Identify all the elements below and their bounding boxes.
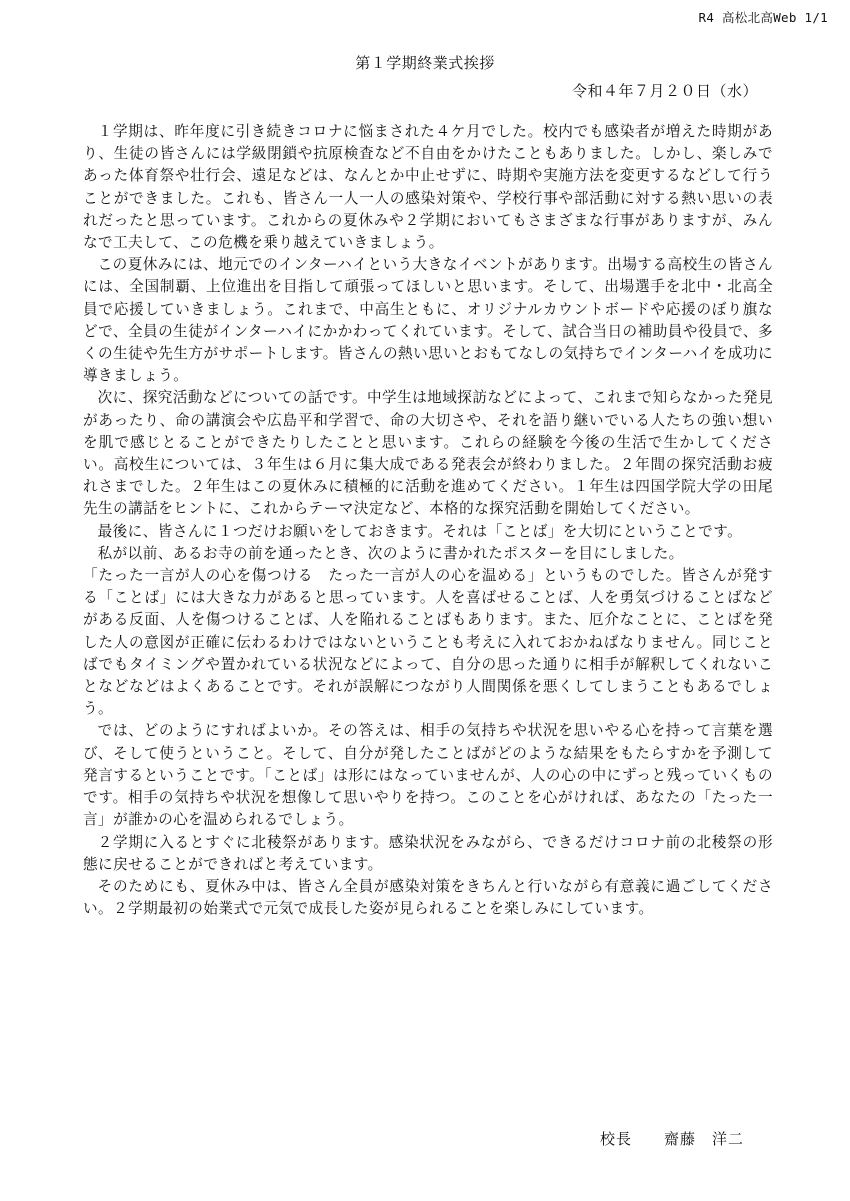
paragraph-inquiry-activities: 次に、探究活動などについての話です。中学生は地域探訪などによって、これまで知らなかった発見があったり、命の講演会や広島平和学習で、命の大切さや、それを語り継いでいる人たちの強い想いを肌で感じとることができたりしたことと思います。これらの経験を今後の生活で生かしてください。高校生については、３年生は６月に集大成である発表会が終わりました。２年間の探究活動お疲れさまでした。２年生はこの夏休みに積極的に活動を進めてください。１年生は四国学院大学の田尾先生の講話をヒントに、これからテーマ決定など、本格的な探究活動を開始してください。 [83,389,773,518]
document-date: 令和４年７月２０日（水） [571,82,758,100]
paragraph-inter-high: この夏休みには、地元でのインターハイという大きなイベントがあります。出場する高校生の皆さんには、全国制覇、上位進出を目指して頑張ってほしいと思います。そして、出場選手を北中・北高全員で応援していきましょう。これまで、中高生ともに、オリジナルカウントボードや応援のぼり旗などで、全員の生徒がインターハイにかかわってくれています。そして、試合当日の補助員や役員で、多くの生徒や先生方がサポートします。皆さんの熱い思いとおもてなしの気持ちでインターハイを成功に導きましょう。 [83,256,773,385]
page-reference: R4 高松北高Web 1/1 [698,10,828,25]
paragraph-how-to: では、どのようにすればよいか。その答えは、相手の気持ちや状況を思いやる心を持って言葉を選び、そして使うということ。そして、自分が発したことばがどのような結果をもたらすかを予測して発言するということです。「ことば」は形にはなっていませんが、人の心の中にずっと残っていくものです。相手の気持ちや状況を想像して思いやりを持つ。このことを心がければ、あなたの「たった一言」が誰かの心を温められるでしょう。 [83,722,773,829]
document-body [83,121,773,920]
paragraph-first-term-review: １学期は、昨年度に引き続きコロナに悩まされた４ケ月でした。校内でも感染者が増えた時期があり、生徒の皆さんには学級閉鎖や抗原検査など不自由をかけたこともありました。しかし、楽しみであった体育祭や壮行会、遠足などは、なんとか中止せずに、時期や実施方法を変更するなどして行うことができました。これも、皆さん一人一人の感染対策や、学校行事や部活動に対する熱い思いの表れだったと思っています。これからの夏休みや２学期においてもさまざまな行事がありますが、みんなで工夫して、この危機を乗り越えていきましょう。 [83,123,773,252]
paragraph-request: 最後に、皆さんに１つだけお願いをしておきます。それは「ことば」を大切にということです。 [97,522,743,540]
document-title: 第１学期終業式挨拶 [355,54,495,72]
paragraph-words-power: 「たった一言が人の心を傷つける たった一言が人の心を温める」というものでした。皆さんが発する「ことば」には大きな力があると思っています。人を喜ばせることば、人を勇気づけることばなどがある反面、人を傷つけることば、人を陥れることばもあります。また、厄介なことに、ことばを発した人の意図が正確に伝わるわけではないということも考えに入れておかねばなりません。同じことばでもタイミングや置かれている状況などによって、自分の思った通りに相手が解釈してくれないことなどなどはよくあることです。それが誤解につながり人間関係を悪くしてしまうこともあるでしょう。 [83,567,773,718]
paragraph-temple-poster: 私が以前、あるお寺の前を通ったとき、次のように書かれたポスターを目にしました。 [97,544,684,562]
paragraph-school-festival: ２学期に入るとすぐに北稜祭があります。感染状況をみながら、できるだけコロナ前の北稜祭の形態に戻せることができればと考えています。 [83,833,773,873]
principal-signature: 校長 齋藤 洋二 [599,1130,744,1148]
paragraph-closing: そのためにも、夏休み中は、皆さん全員が感染対策をきちんと行いながら有意義に過ごしてください。２学期最初の始業式で元気で成長した姿が見られることを楽しみにしています。 [83,877,773,918]
